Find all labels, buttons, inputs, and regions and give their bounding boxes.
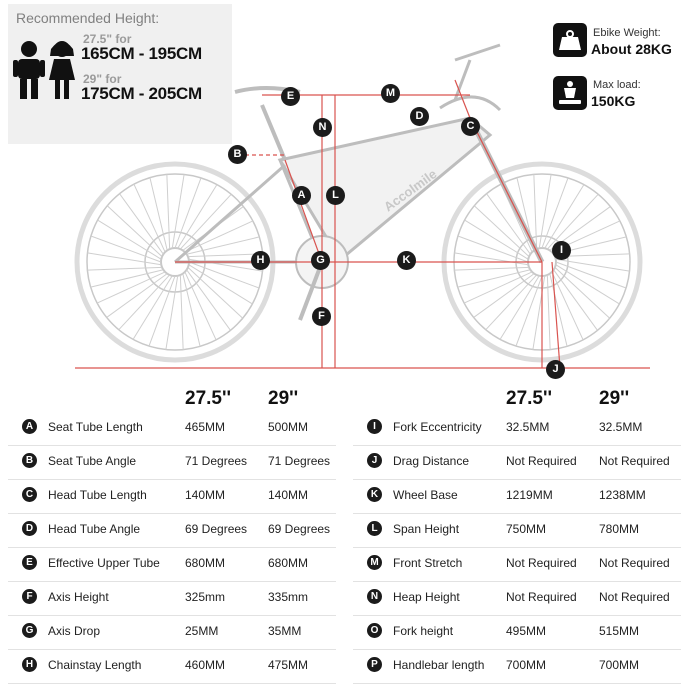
row-value-275: Not Required xyxy=(506,590,577,604)
marker-A: A xyxy=(292,186,311,205)
row-name: Axis Drop xyxy=(48,624,101,638)
row-value-29: 475MM xyxy=(268,658,309,672)
marker-F: F xyxy=(312,307,331,326)
row-key-badge: E xyxy=(22,555,37,570)
marker-J: J xyxy=(546,360,565,379)
wheel-spoke xyxy=(464,272,532,303)
row-key-badge: F xyxy=(22,589,37,604)
table-row xyxy=(8,616,336,650)
girl-icon xyxy=(46,40,78,100)
wheel-spoke xyxy=(87,267,162,270)
table-row xyxy=(8,548,336,582)
max-load-icon xyxy=(553,76,587,110)
row-name: Chainstay Length xyxy=(48,658,142,672)
recommended-height-panel xyxy=(8,4,232,144)
marker-L: L xyxy=(326,186,345,205)
row-value-29: 71 Degrees xyxy=(268,454,331,468)
marker-N: N xyxy=(313,118,332,137)
table-row xyxy=(353,412,681,446)
wheel-spoke xyxy=(556,262,626,288)
table-row xyxy=(353,616,681,650)
marker-B: B xyxy=(228,145,247,164)
row-key-badge: J xyxy=(367,453,382,468)
row-value-29: Not Required xyxy=(599,454,670,468)
row-name: Fork Eccentricity xyxy=(393,420,482,434)
table-row xyxy=(353,514,681,548)
left-col-header-275: 27.5'' xyxy=(185,388,232,409)
weight-icon xyxy=(553,23,587,57)
right-col-header-275: 27.5'' xyxy=(506,388,553,409)
wheel-spoke xyxy=(172,174,184,248)
row-key-badge: I xyxy=(367,419,382,434)
wheel-spoke xyxy=(175,178,201,248)
row-name: Fork height xyxy=(393,624,454,638)
wheel-spoke xyxy=(167,174,170,249)
row-value-275: 71 Degrees xyxy=(185,454,248,468)
table-row xyxy=(8,650,336,684)
row-key-badge: L xyxy=(367,521,382,536)
wheel-spoke xyxy=(166,276,178,350)
row-value-275: 25MM xyxy=(185,624,219,638)
table-row xyxy=(8,412,336,446)
left-col-header-29: 29'' xyxy=(268,388,299,409)
wheel-spoke xyxy=(180,275,183,350)
row-name: Span Height xyxy=(393,522,460,536)
size-29-label: 29" for xyxy=(83,72,122,86)
wheel-spoke xyxy=(87,253,161,265)
weight-label: Ebike Weight: xyxy=(593,27,661,39)
wheel-spoke xyxy=(516,276,542,346)
marker-C: C xyxy=(461,117,480,136)
table-row xyxy=(8,582,336,616)
row-value-275: 32.5MM xyxy=(506,420,550,434)
row-value-29: 1238MM xyxy=(599,488,646,502)
row-value-29: 515MM xyxy=(599,624,640,638)
wheel-spoke xyxy=(149,276,175,346)
row-value-29: 35MM xyxy=(268,624,302,638)
wheel-spoke xyxy=(185,221,253,252)
row-value-275: 1219MM xyxy=(506,488,553,502)
row-name: Drag Distance xyxy=(393,454,470,468)
row-value-29: Not Required xyxy=(599,556,670,570)
row-value-275: 465MM xyxy=(185,420,226,434)
row-key-badge: D xyxy=(22,521,37,536)
row-key-badge: O xyxy=(367,623,382,638)
row-value-29: Not Required xyxy=(599,590,670,604)
frame-brand-text: Accolmile xyxy=(380,166,440,215)
row-value-29: 335mm xyxy=(268,590,309,604)
row-value-29: 140MM xyxy=(268,488,309,502)
row-key-badge: H xyxy=(22,657,37,672)
row-value-29: 500MM xyxy=(268,420,309,434)
row-value-29: 700MM xyxy=(599,658,640,672)
row-key-badge: B xyxy=(22,453,37,468)
row-key-badge: G xyxy=(22,623,37,638)
row-value-275: 700MM xyxy=(506,658,547,672)
wheel-spoke xyxy=(542,178,568,248)
marker-H: H xyxy=(251,251,270,270)
marker-I: I xyxy=(552,241,571,260)
table-row xyxy=(353,650,681,684)
marker-M: M xyxy=(381,84,400,103)
marker-G: G xyxy=(311,251,330,270)
table-row xyxy=(8,446,336,480)
row-name: Seat Tube Length xyxy=(48,420,143,434)
marker-D: D xyxy=(410,107,429,126)
row-name: Heap Height xyxy=(393,590,460,604)
weight-value: About 28KG xyxy=(591,41,672,57)
row-value-275: 750MM xyxy=(506,522,547,536)
table-row xyxy=(8,480,336,514)
size-29-range: 175CM - 205CM xyxy=(81,84,202,103)
right-col-header-29: 29'' xyxy=(599,388,630,409)
wheel-spoke xyxy=(189,262,259,288)
row-value-275: 325mm xyxy=(185,590,226,604)
row-key-badge: C xyxy=(22,487,37,502)
row-key-badge: M xyxy=(367,555,382,570)
row-name: Head Tube Angle xyxy=(48,522,141,536)
row-name: Handlebar length xyxy=(393,658,485,672)
wheel-spoke xyxy=(97,272,165,303)
max-load-value: 150KG xyxy=(591,93,636,109)
table-row xyxy=(353,582,681,616)
row-value-275: 680MM xyxy=(185,556,226,570)
row-value-275: 140MM xyxy=(185,488,226,502)
wheel-spoke xyxy=(458,236,528,262)
row-value-275: 69 Degrees xyxy=(185,522,248,536)
boy-icon xyxy=(12,40,46,100)
size-275-label: 27.5" for xyxy=(83,32,132,46)
row-value-275: Not Required xyxy=(506,454,577,468)
table-row xyxy=(353,446,681,480)
row-value-29: 780MM xyxy=(599,522,640,536)
size-275-range: 165CM - 195CM xyxy=(81,44,202,63)
row-name: Front Stretch xyxy=(393,556,463,570)
row-value-275: 460MM xyxy=(185,658,226,672)
row-name: Wheel Base xyxy=(393,488,458,502)
marker-E: E xyxy=(281,87,300,106)
row-name: Head Tube Length xyxy=(48,488,147,502)
marker-K: K xyxy=(397,251,416,270)
wheel-spoke xyxy=(91,236,161,262)
recommended-height-title: Recommended Height: xyxy=(16,10,160,26)
row-value-275: 495MM xyxy=(506,624,547,638)
wheel-spoke xyxy=(185,272,216,340)
row-name: Axis Height xyxy=(48,590,109,604)
row-value-275: Not Required xyxy=(506,556,577,570)
row-key-badge: N xyxy=(367,589,382,604)
row-key-badge: K xyxy=(367,487,382,502)
max-load-label: Max load: xyxy=(593,79,641,91)
row-value-29: 69 Degrees xyxy=(268,522,331,536)
row-value-29: 32.5MM xyxy=(599,420,643,434)
table-row xyxy=(8,514,336,548)
wheel-spoke xyxy=(134,184,165,252)
table-row xyxy=(353,548,681,582)
row-name: Effective Upper Tube xyxy=(48,556,160,570)
row-key-badge: P xyxy=(367,657,382,672)
row-value-29: 680MM xyxy=(268,556,309,570)
row-name: Seat Tube Angle xyxy=(48,454,137,468)
row-key-badge: A xyxy=(22,419,37,434)
table-row xyxy=(353,480,681,514)
